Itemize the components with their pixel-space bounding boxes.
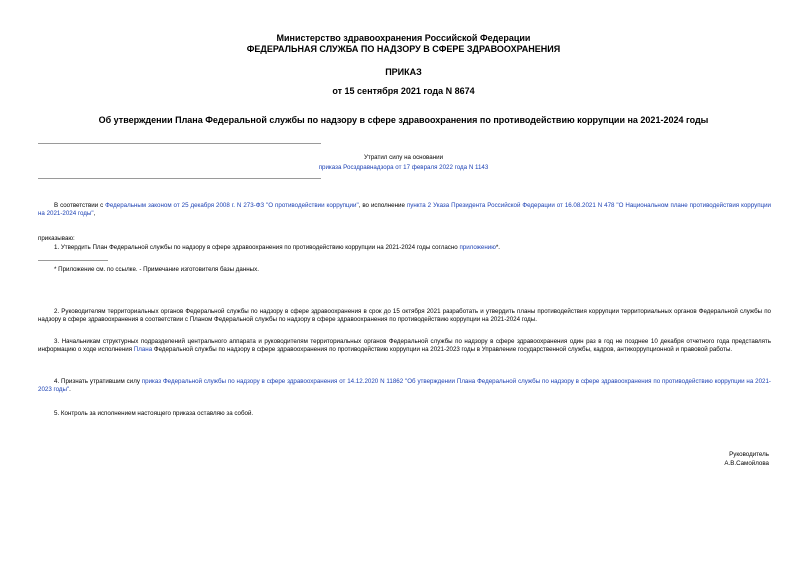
- presidential-decree-link[interactable]: пункта 2 Указа Президента Российской Федерации от 16.08.2021 N 478 "О Национальном плане противодействия коррупции на 2021-2024 годы": [38, 202, 772, 217]
- footnote-divider: [38, 260, 108, 261]
- item-4-text: 4. Признать утратившим силу: [54, 378, 142, 385]
- ministry-name: Министерство здравоохранения Российской Федерации: [276, 33, 531, 43]
- document-title: Об утверждении Плана Федеральной службы по надзору в сфере здравоохранения по противодействию коррупции на 2021-2024 годы: [98, 115, 709, 125]
- item-2: 2. Руководителям территориальных органов Федеральной службы по надзору в сфере здравоохранения в срок до 15 октября 2021 разработать и утвердить планы противодействия коррупции территориальных органов Федеральной службы по надзору в сфере здравоохранения в соответствии с Планом Федеральной службы по надзору в сфере здравоохранения по противодействию коррупции на 2021-2024 годы.: [38, 308, 771, 323]
- service-name: ФЕДЕРАЛЬНАЯ СЛУЖБА ПО НАДЗОРУ В СФЕРЕ ЗДРАВООХРАНЕНИЯ: [246, 44, 561, 54]
- divider-top: [38, 143, 321, 144]
- item-3-text: 3. Начальникам структурных подразделений центрального аппарата и руководителям территориальных органов Федеральной службы по надзору в сфере здравоохранения один раз в год не позднее 10 декабря отчетного года представлять информацию о ходе исполнения: [38, 338, 771, 353]
- item-5: 5. Контроль за исполнением настоящего приказа оставляю за собой.: [54, 410, 254, 417]
- federal-law-link[interactable]: Федеральным законом от 25 декабря 2008 г. N 273-ФЗ "О противодействии коррупции": [105, 202, 359, 209]
- item-3-tail: Федеральной службы по надзору в сфере здравоохранения по противодействию коррупции на 2021-2023 годы в Управление государственной службы, кадров, антикоррупционной и правовой работы.: [152, 346, 733, 353]
- status-line: Утратил силу на основании: [363, 154, 444, 161]
- appendix-link[interactable]: приложению: [459, 244, 496, 251]
- preamble-text-3: ,: [93, 210, 96, 217]
- document-date-number: от 15 сентября 2021 года N 8674: [332, 86, 475, 96]
- preamble-paragraph: [38, 202, 771, 218]
- preamble-text-1: В соответствии с: [54, 202, 106, 209]
- repealed-order-link[interactable]: приказ Федеральной службы по надзору в сфере здравоохранения от 14.12.2020 N 11862 "Об утверждении Плана Федеральной службы по надзору в сфере здравоохранения по противодействию коррупции на 2021-2023 годы": [38, 378, 771, 393]
- item-4-tail: .: [69, 386, 71, 393]
- status-link-container: [0, 164, 807, 172]
- item-1: [38, 244, 771, 252]
- item-1-tail: *.: [495, 244, 500, 251]
- status-link[interactable]: приказа Росздравнадзора от 17 февраля 2022 года N 1143: [318, 164, 489, 171]
- footnote: * Приложение см. по ссылке. - Примечание изготовителя базы данных.: [54, 266, 259, 273]
- signature-position: Руководитель: [729, 451, 769, 458]
- item-1-text: 1. Утвердить План Федеральной службы по надзору в сфере здравоохранения по противодействию коррупции на 2021-2024 годы согласно: [54, 244, 460, 251]
- signature-name: А.В.Самойлова: [724, 460, 769, 467]
- preamble-text-2: , во исполнение: [358, 202, 407, 209]
- document-type: ПРИКАЗ: [385, 67, 422, 77]
- order-word: приказываю:: [38, 235, 75, 242]
- plan-link[interactable]: Плана: [133, 346, 153, 353]
- item-3: [38, 338, 771, 354]
- divider-bottom: [38, 178, 321, 179]
- item-4: [38, 378, 771, 394]
